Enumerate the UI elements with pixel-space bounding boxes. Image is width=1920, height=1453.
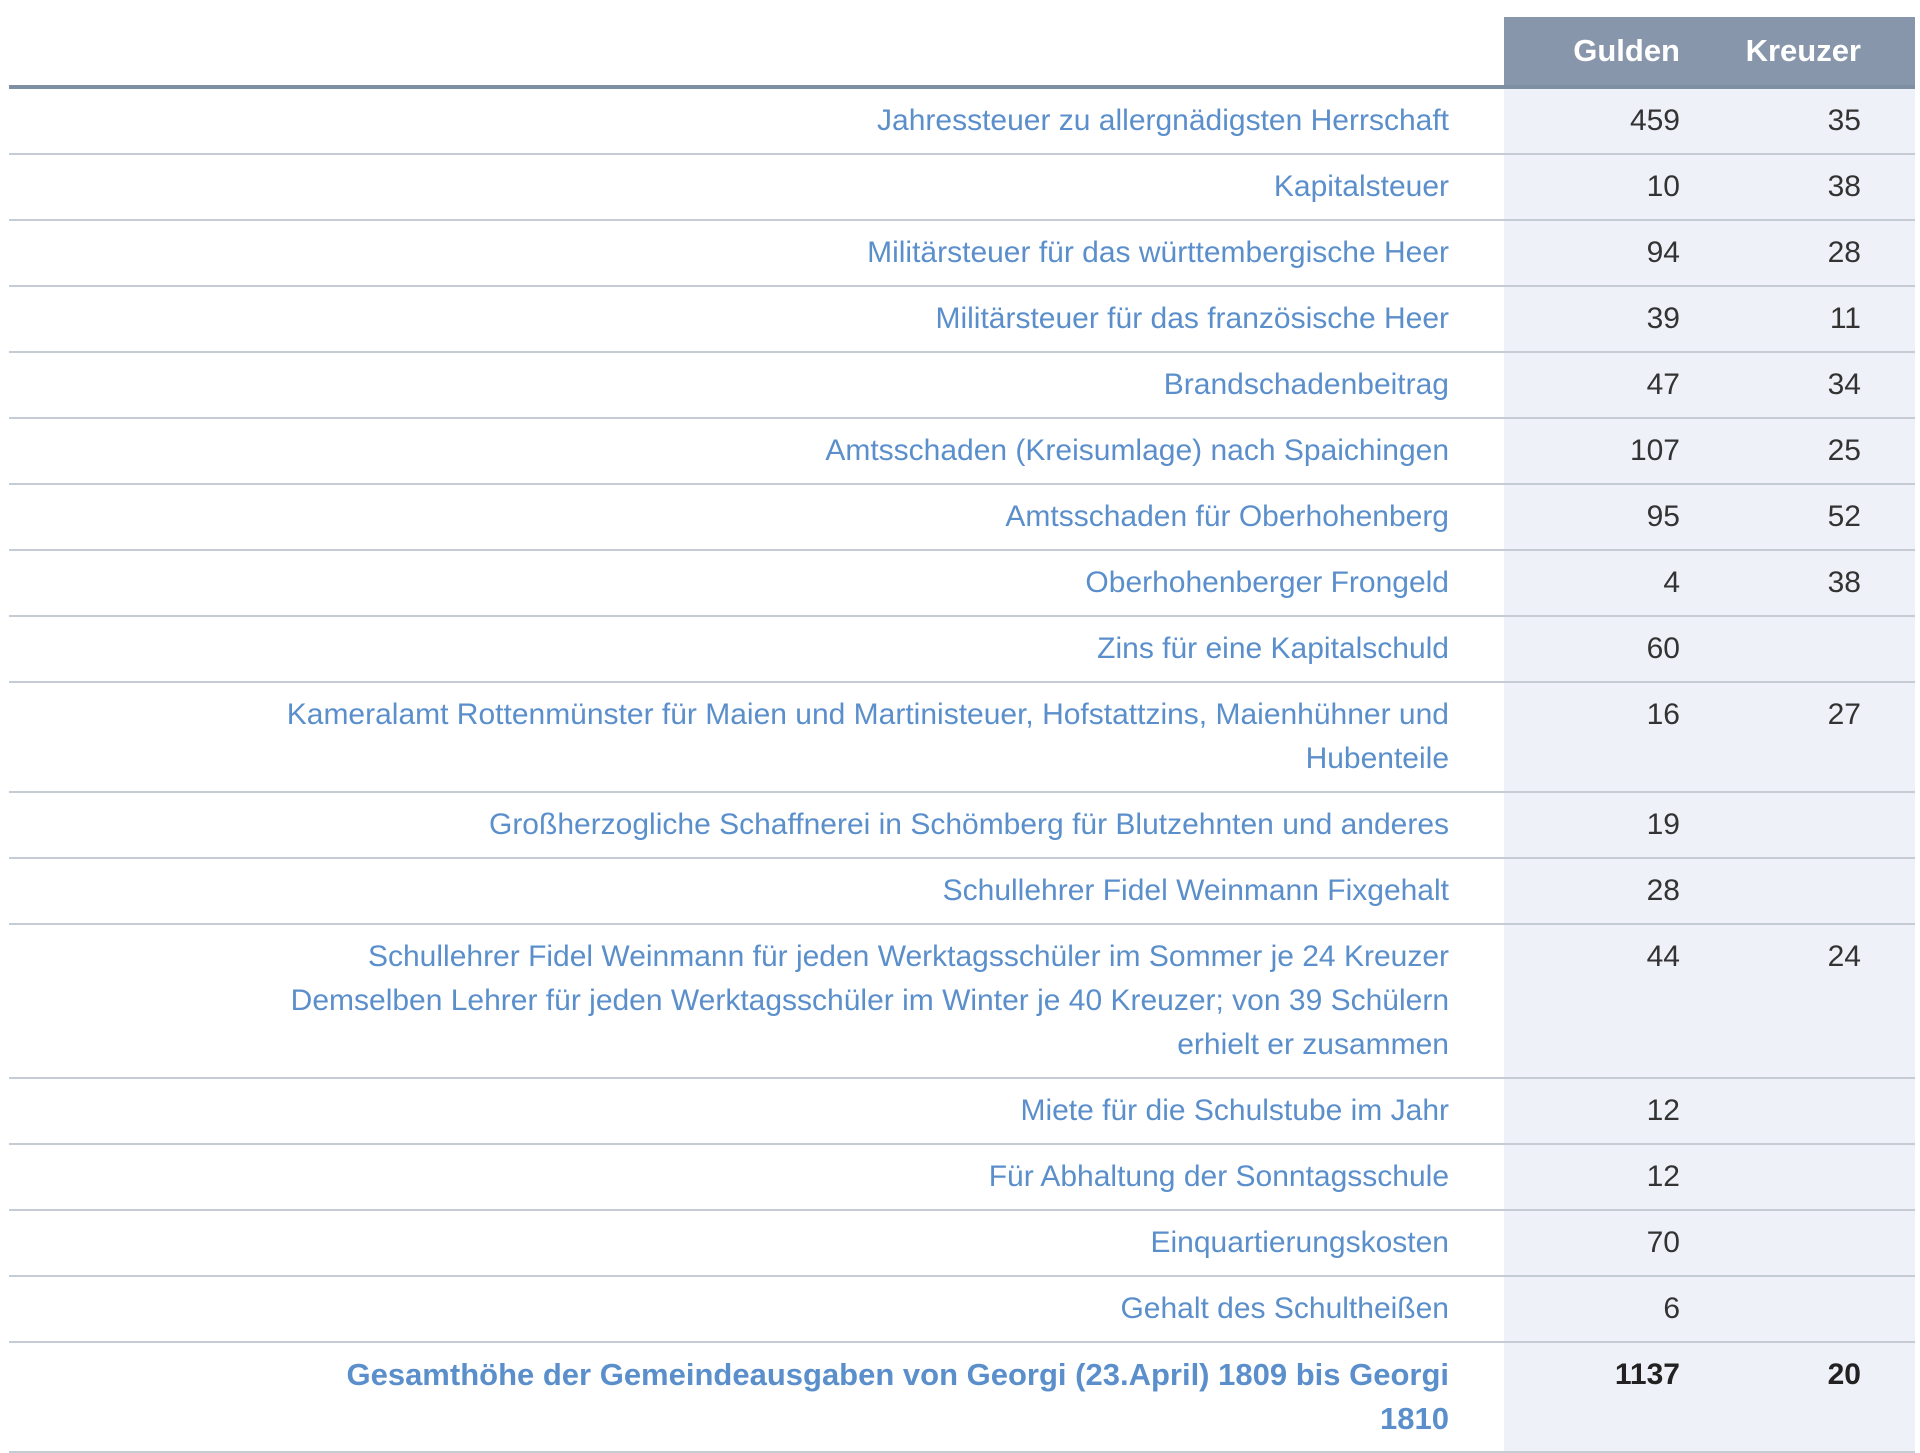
gulden-value: 19 (1504, 792, 1704, 858)
gulden-value: 94 (1504, 220, 1704, 286)
header-gulden: Gulden (1504, 17, 1704, 87)
gulden-value: 1137 (1504, 1342, 1704, 1452)
row-label (9, 286, 1504, 352)
row-label (9, 1276, 1504, 1342)
table-row (9, 220, 1915, 286)
table-row (9, 418, 1915, 484)
kreuzer-value: 25 (1704, 418, 1915, 484)
row-label (9, 220, 1504, 286)
kreuzer-value (1704, 1276, 1915, 1342)
row-label (9, 616, 1504, 682)
kreuzer-value: 27 (1704, 682, 1915, 792)
table-row (9, 352, 1915, 418)
gulden-value: 12 (1504, 1078, 1704, 1144)
row-label-line: Gesamthöhe der Gemeindeausgaben von Georgi (23.April) 1809 bis Georgi (346, 1357, 1449, 1392)
row-label-line: Großherzogliche Schaffnerei in Schömberg für Blutzehnten und anderes (488, 808, 1449, 841)
table-row (9, 1276, 1915, 1342)
table-row (9, 286, 1915, 352)
table-row (9, 1210, 1915, 1276)
gulden-value: 107 (1504, 418, 1704, 484)
row-label (9, 1210, 1504, 1276)
table-row (9, 616, 1915, 682)
row-label-line: Kapitalsteuer (1273, 170, 1449, 203)
gulden-value: 70 (1504, 1210, 1704, 1276)
table-header-row (9, 17, 1915, 87)
kreuzer-value: 11 (1704, 286, 1915, 352)
row-label (9, 1144, 1504, 1210)
kreuzer-value: 34 (1704, 352, 1915, 418)
kreuzer-value (1704, 616, 1915, 682)
header-label-column (9, 17, 1504, 87)
row-label-line: Oberhohenberger Frongeld (1085, 566, 1449, 599)
row-label-line: Zins für eine Kapitalschuld (1097, 632, 1449, 665)
kreuzer-value: 20 (1704, 1342, 1915, 1452)
row-label (9, 924, 1504, 1078)
row-label (9, 352, 1504, 418)
row-label (9, 418, 1504, 484)
row-label (9, 1078, 1504, 1144)
row-label-line: Amtsschaden für Oberhohenberg (1005, 500, 1449, 533)
row-label-line: Einquartierungskosten (1150, 1226, 1449, 1259)
table-row (9, 484, 1915, 550)
gulden-value: 10 (1504, 154, 1704, 220)
table-row (9, 154, 1915, 220)
table-row (9, 87, 1915, 154)
kreuzer-value: 38 (1704, 550, 1915, 616)
table-row (9, 550, 1915, 616)
row-label-line: Schullehrer Fidel Weinmann Fixgehalt (942, 874, 1449, 907)
kreuzer-value: 28 (1704, 220, 1915, 286)
gulden-value: 12 (1504, 1144, 1704, 1210)
expenses-table-container (9, 17, 1915, 1453)
row-label-line: Für Abhaltung der Sonntagsschule (988, 1160, 1449, 1193)
row-label (9, 550, 1504, 616)
row-label-line: Hubenteile (1305, 742, 1449, 775)
row-label (9, 484, 1504, 550)
kreuzer-value: 52 (1704, 484, 1915, 550)
row-label-line: 1810 (1380, 1401, 1449, 1436)
gulden-value: 6 (1504, 1276, 1704, 1342)
row-label-line: Gehalt des Schultheißen (1120, 1292, 1449, 1325)
kreuzer-value (1704, 858, 1915, 924)
header-kreuzer: Kreuzer (1704, 17, 1915, 87)
gulden-value: 459 (1504, 87, 1704, 154)
expenses-table (9, 17, 1915, 1453)
row-label-line: Militärsteuer für das württembergische Heer (867, 236, 1449, 269)
row-label-line: Miete für die Schulstube im Jahr (1020, 1094, 1449, 1127)
row-label (9, 154, 1504, 220)
gulden-value: 60 (1504, 616, 1704, 682)
kreuzer-value: 24 (1704, 924, 1915, 1078)
gulden-value: 4 (1504, 550, 1704, 616)
gulden-value: 44 (1504, 924, 1704, 1078)
row-label (9, 1342, 1504, 1452)
kreuzer-value (1704, 1078, 1915, 1144)
row-label-line: Militärsteuer für das französische Heer (935, 302, 1449, 335)
row-label (9, 682, 1504, 792)
kreuzer-value: 38 (1704, 154, 1915, 220)
table-row (9, 858, 1915, 924)
gulden-value: 95 (1504, 484, 1704, 550)
row-label-line: Brandschadenbeitrag (1163, 368, 1449, 401)
row-label-line: Kameralamt Rottenmünster für Maien und Martinisteuer, Hofstattzins, Maienhühner und (286, 698, 1449, 731)
kreuzer-value (1704, 1144, 1915, 1210)
kreuzer-value (1704, 792, 1915, 858)
table-body (9, 87, 1915, 1452)
table-row (9, 924, 1915, 1078)
row-label (9, 792, 1504, 858)
row-label (9, 87, 1504, 154)
gulden-value: 47 (1504, 352, 1704, 418)
gulden-value: 28 (1504, 858, 1704, 924)
kreuzer-value (1704, 1210, 1915, 1276)
row-label (9, 858, 1504, 924)
table-row (9, 792, 1915, 858)
table-row (9, 682, 1915, 792)
gulden-value: 39 (1504, 286, 1704, 352)
row-label-line: Demselben Lehrer für jeden Werktagsschüler im Winter je 40 Kreuzer; von 39 Schülern (290, 984, 1449, 1017)
row-label-line: erhielt er zusammen (1177, 1028, 1449, 1061)
table-row (9, 1144, 1915, 1210)
gulden-value: 16 (1504, 682, 1704, 792)
total-row (9, 1342, 1915, 1452)
row-label-line: Schullehrer Fidel Weinmann für jeden Werktagsschüler im Sommer je 24 Kreuzer (367, 940, 1449, 973)
row-label-line: Jahressteuer zu allergnädigsten Herrschaft (877, 104, 1449, 137)
kreuzer-value: 35 (1704, 87, 1915, 154)
row-label-line: Amtsschaden (Kreisumlage) nach Spaichingen (825, 434, 1449, 467)
table-row (9, 1078, 1915, 1144)
